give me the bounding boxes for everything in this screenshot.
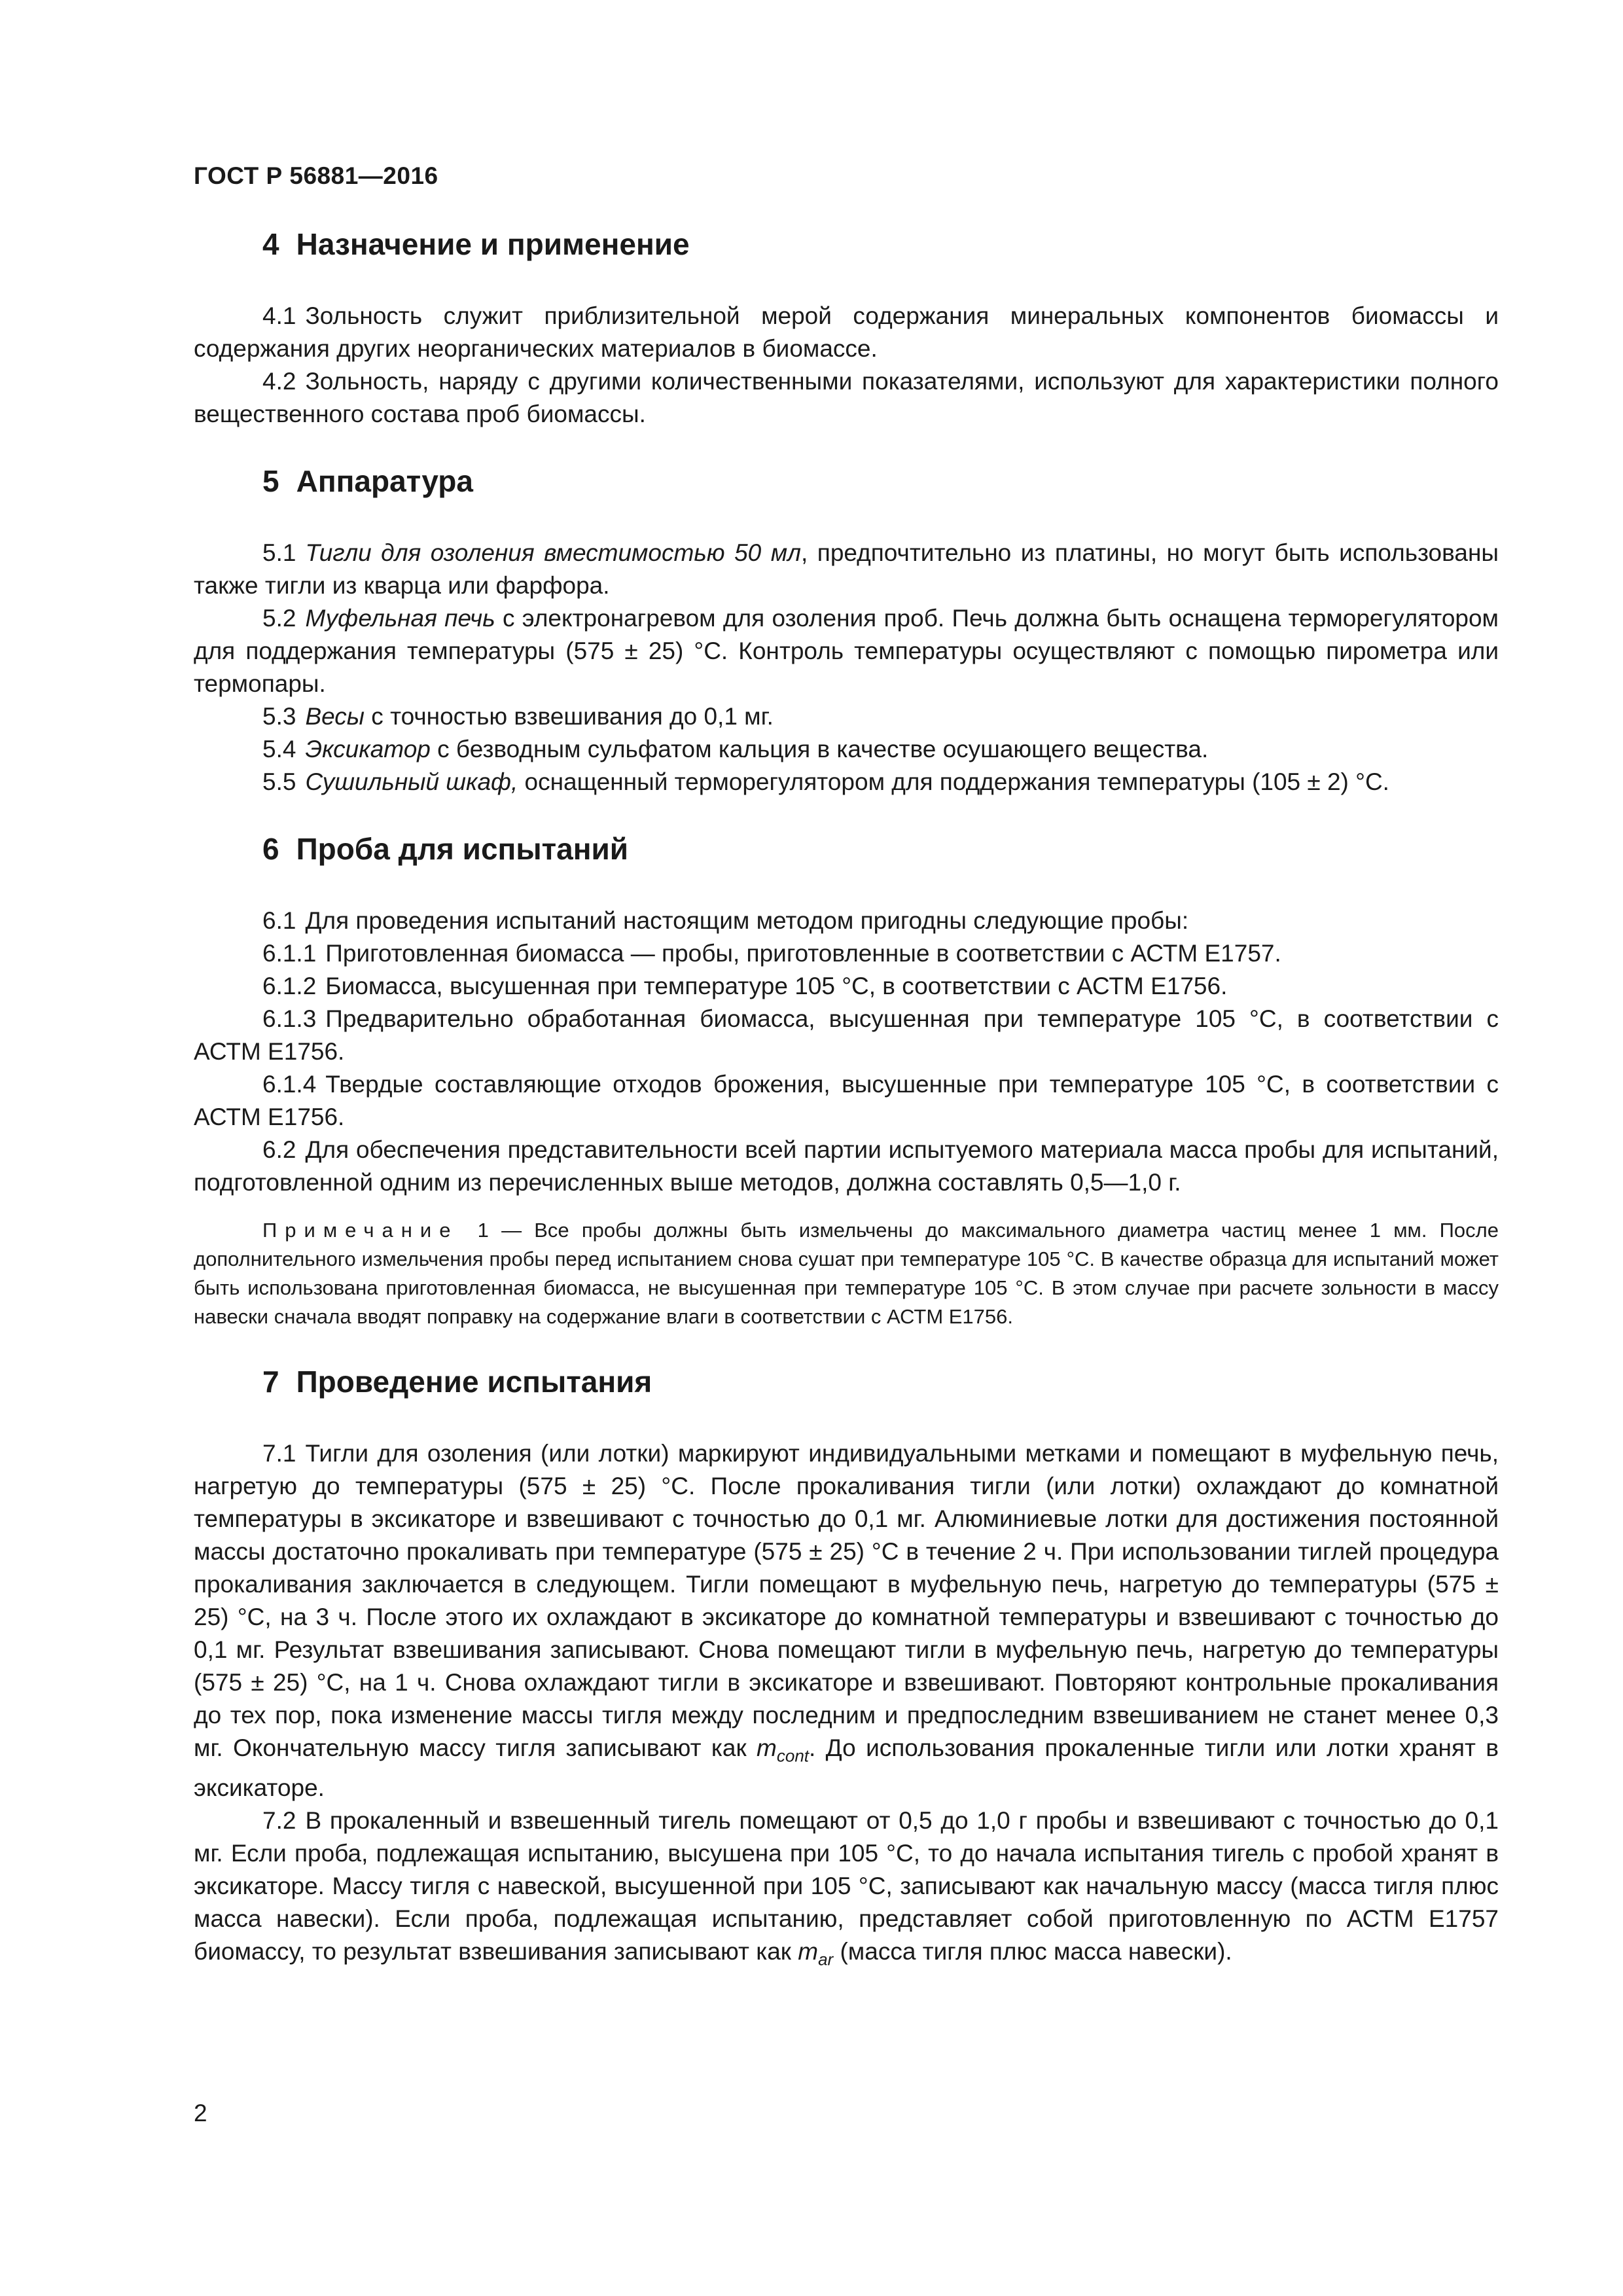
paragraph-text: Биомасса, высушенная при температуре 105 °C, в соответствии с АСТМ Е1756.: [325, 973, 1228, 999]
paragraph: [194, 766, 1499, 798]
section-heading: [194, 462, 1499, 500]
paragraph-text: с безводным сульфатом кальция в качестве осушающего вещества.: [430, 736, 1209, 762]
paragraph: [194, 905, 1499, 937]
clause-number: 6.1.1: [262, 940, 317, 967]
variable-symbol: m: [757, 1734, 777, 1761]
paragraph-text: Зольность служит приблизительной мерой содержания минеральных компонентов биомассы и содержания других неорганических материалов в биомассе.: [194, 302, 1499, 362]
clause-number: 7.1: [262, 1440, 296, 1467]
clause-number: 5.5: [262, 768, 296, 795]
document-code: ГОСТ Р 56881—2016: [194, 162, 438, 189]
paragraph-text: Твердые составляющие отходов брожения, высушенные при температуре 105 °C, в соответствии с АСТМ Е1756.: [194, 1071, 1499, 1130]
paragraph-text-tail: (масса тигля плюс масса навески).: [833, 1938, 1232, 1965]
clause-number: 6.1.2: [262, 973, 317, 999]
section-title: Назначение и применение: [296, 227, 690, 261]
document-body: [194, 225, 1499, 2007]
section-heading: [194, 830, 1499, 868]
paragraph: [194, 1437, 1499, 1804]
paragraph: [194, 537, 1499, 602]
variable-symbol: m: [798, 1938, 819, 1965]
clause-number: 7.2: [262, 1807, 296, 1835]
clause-number: 6.1: [262, 907, 296, 934]
paragraph-text-tail: . До использования прокаленные тигли или лотки хранят в эксикаторе.: [194, 1734, 1499, 1802]
section-number: 4: [262, 227, 279, 261]
paragraph-text: В прокаленный и взвешенный тигель помещают от 0,5 до 1,0 г пробы и взвешивают с точностью до 0,1 мг. Если проба, подлежащая испытанию, высушена при 105 °C, то до начала испытания тигель с пробой хранят в эксикаторе. Массу тигля с навеской, высушенной при 105 °C, записывают как начальную массу (масса тигля плюс масса навески). Если проба, подлежащая испытанию, представляет собой приготовленную по АСТМ Е1757 биомассу, то результат взвешивания записывают как: [194, 1807, 1499, 1965]
paragraph: [194, 970, 1499, 1003]
section-heading: [194, 1363, 1499, 1401]
section-title: Проведение испытания: [296, 1365, 652, 1399]
clause-number: 5.4: [262, 736, 296, 762]
paragraph: [194, 300, 1499, 365]
paragraph: [194, 602, 1499, 700]
clause-number: 6.2: [262, 1136, 296, 1163]
section-6: [194, 830, 1499, 1331]
apparatus-name: Весы: [305, 703, 365, 730]
clause-number: 6.1.4: [262, 1071, 317, 1098]
section-title: Проба для испытаний: [296, 832, 629, 866]
paragraph: [194, 1068, 1499, 1134]
paragraph-text: оснащенный терморегулятором для поддержания температуры (105 ± 2) °C.: [518, 768, 1389, 795]
note-text: — Все пробы должны быть измельчены до максимального диаметра частиц менее 1 мм. После дополнительного измельчения пробы перед испытанием снова сушат при температуре 105 °C. В качестве образца для испытаний может быть использована приготовленная биомасса, не высушенная при температуре 105 °C. В этом случае при расчете зольности в массу навески сначала вводят поправку на содержание влаги в соответствии с АСТМ Е1756.: [194, 1219, 1499, 1328]
apparatus-name: Эксикатор: [305, 736, 431, 762]
section-number: 6: [262, 832, 279, 866]
paragraph-text: Тигли для озоления (или лотки) маркируют индивидуальными метками и помещают в муфельную печь, нагретую до температуры (575 ± 25) °C. После прокаливания тигли (или лотки) охлаждают до комнатной температуры в эксикаторе и взвешивают с точностью до 0,1 мг. Алюминиевые лотки для достижения постоянной массы достаточно прокаливать при температуре (575 ± 25) °C в течение 2 ч. При использовании тиглей процедура прокаливания заключается в следующем. Тигли помещают в муфельную печь, нагретую до температуры (575 ± 25) °C, на 3 ч. После этого их охлаждают в эксикаторе до комнатной температуры и взвешивают с точностью до 0,1 мг. Результат взвешивания записывают. Снова помещают тигли в муфельную печь, нагретую до температуры (575 ± 25) °C, на 1 ч. Снова охлаждают тигли в эксикаторе и взвешивают. Повторяют контрольные прокаливания до тех пор, пока изменение массы тигля между последним и предпоследним взвешиванием не станет менее 0,3 мг. Окончательную массу тигля записывают как: [194, 1440, 1499, 1761]
note-number: 1: [477, 1219, 489, 1242]
clause-number: 5.1: [262, 539, 296, 566]
paragraph-text: Для обеспечения представительности всей партии испытуемого материала масса пробы для испытаний, подготовленной одним из перечисленных выше методов, должна составлять 0,5—1,0 г.: [194, 1136, 1499, 1196]
paragraph-text: с точностью взвешивания до 0,1 мг.: [365, 703, 774, 730]
clause-number: 4.2: [262, 368, 296, 395]
page-number: 2: [194, 2100, 207, 2126]
section-5: [194, 462, 1499, 798]
paragraph: [194, 365, 1499, 431]
paragraph: [194, 1134, 1499, 1199]
clause-number: 4.1: [262, 302, 296, 329]
clause-number: 6.1.3: [262, 1005, 317, 1032]
section-title: Аппаратура: [296, 464, 473, 498]
variable-subscript: ar: [818, 1949, 834, 1969]
paragraph-text: Приготовленная биомасса — пробы, приготовленные в соответствии с АСТМ Е1757.: [325, 940, 1281, 967]
section-7: [194, 1363, 1499, 1976]
section-heading: [194, 225, 1499, 263]
paragraph-text: , предпочтительно из платины, но могут быть использованы также тигли из кварца или фарфора.: [194, 539, 1499, 599]
clause-number: 5.2: [262, 605, 296, 632]
paragraph: [194, 1003, 1499, 1068]
paragraph-text: Зольность, наряду с другими количественными показателями, используют для характеристики полного вещественного состава проб биомассы.: [194, 368, 1499, 427]
apparatus-name: Тигли для озоления вместимостью 50 мл: [305, 539, 801, 566]
clause-number: 5.3: [262, 703, 296, 730]
paragraph-text: с электронагревом для озоления проб. Печь должна быть оснащена терморегулятором для поддержания температуры (575 ± 25) °C. Контроль температуры осуществляют с помощью пирометра или термопары.: [194, 605, 1499, 697]
paragraph-text: Для проведения испытаний настоящим методом пригодны следующие пробы:: [305, 907, 1189, 934]
apparatus-name: Муфельная печь: [305, 605, 495, 632]
section-4: [194, 225, 1499, 431]
section-number: 5: [262, 464, 279, 498]
note-label: Примечание: [262, 1219, 459, 1242]
paragraph: [194, 700, 1499, 733]
apparatus-name: Сушильный шкаф,: [305, 768, 518, 795]
note: [194, 1216, 1499, 1331]
paragraph: [194, 1804, 1499, 1975]
paragraph-text: Предварительно обработанная биомасса, высушенная при температуре 105 °C, в соответствии с АСТМ Е1756.: [194, 1005, 1499, 1065]
variable-subscript: cont: [776, 1746, 810, 1766]
paragraph: [194, 733, 1499, 766]
paragraph: [194, 937, 1499, 970]
section-number: 7: [262, 1365, 279, 1399]
